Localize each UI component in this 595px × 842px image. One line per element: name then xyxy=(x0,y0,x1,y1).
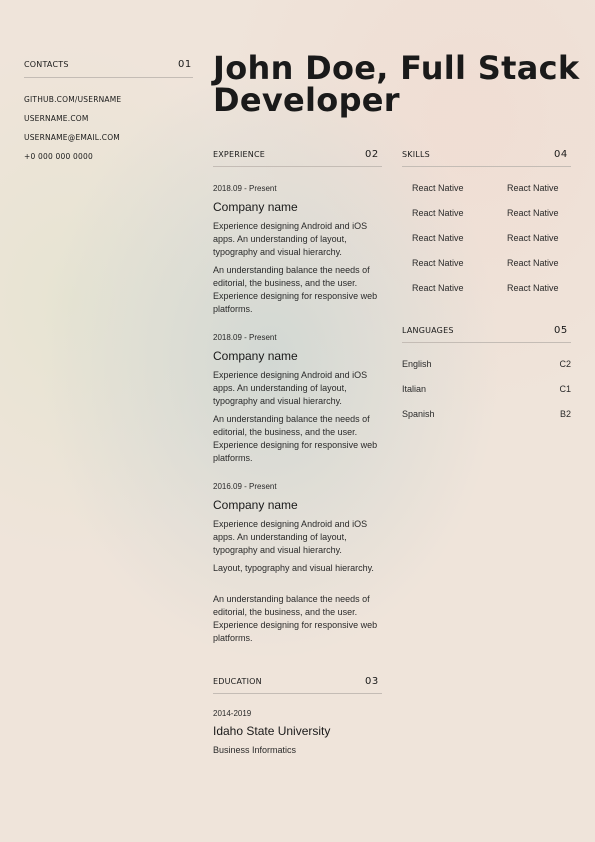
skill-item: React Native xyxy=(507,208,559,218)
skill-item: React Native xyxy=(412,183,464,193)
languages-heading: LANGUAGES xyxy=(402,326,454,335)
job-description: Experience designing Android and iOS apps. An understanding of layout, typography and visual hierarchy. xyxy=(213,519,368,555)
contact-github-link[interactable]: GITHUB.COM/USERNAME xyxy=(24,95,122,104)
job-company: Company name xyxy=(213,349,298,363)
contacts-divider xyxy=(24,77,193,78)
language-name: Spanish xyxy=(402,409,435,419)
skill-item: React Native xyxy=(412,283,464,293)
experience-divider xyxy=(213,166,382,167)
contacts-section-number: 01 xyxy=(178,59,192,70)
job-date: 2018.09 - Present xyxy=(213,333,277,342)
language-level: C1 xyxy=(559,384,571,394)
education-section-number: 03 xyxy=(365,676,379,687)
skill-item: React Native xyxy=(412,233,464,243)
skill-item: React Native xyxy=(507,258,559,268)
job-description: Experience designing Android and iOS apps. An understanding of layout, typography and visual hierarchy. xyxy=(213,221,368,257)
language-level: B2 xyxy=(559,409,571,419)
contact-website-link[interactable]: USERNAME.COM xyxy=(24,114,89,123)
skill-item: React Native xyxy=(412,258,464,268)
skills-section-number: 04 xyxy=(554,149,568,160)
job-description: An understanding balance the needs of editorial, the business, and the user. Experience designing for responsive web platforms. xyxy=(213,265,378,314)
job-date: 2016.09 - Present xyxy=(213,482,277,491)
job-description: An understanding balance the needs of editorial, the business, and the user. Experience designing for responsive web platforms. xyxy=(213,414,378,463)
skills-heading: SKILLS xyxy=(402,150,430,159)
job-description: Experience designing Android and iOS apps. An understanding of layout, typography and visual hierarchy. xyxy=(213,370,368,406)
job-company: Company name xyxy=(213,498,298,512)
contact-phone[interactable]: +0 000 000 0000 xyxy=(24,152,93,161)
languages-divider xyxy=(402,342,571,343)
education-degree: Business Informatics xyxy=(213,745,297,755)
language-name: Italian xyxy=(402,384,427,394)
language-name: English xyxy=(402,359,432,369)
contact-email-link[interactable]: USERNAME@EMAIL.COM xyxy=(24,133,120,142)
education-school: Idaho State University xyxy=(213,724,331,738)
skill-item: React Native xyxy=(507,233,559,243)
skill-item: React Native xyxy=(507,183,559,193)
skills-divider xyxy=(402,166,571,167)
skill-item: React Native xyxy=(412,208,464,218)
education-date: 2014-2019 xyxy=(213,709,252,718)
languages-section-number: 05 xyxy=(554,325,568,336)
job-date: 2018.09 - Present xyxy=(213,184,277,193)
contacts-heading: CONTACTS xyxy=(24,60,69,69)
job-company: Company name xyxy=(213,200,298,214)
experience-section-number: 02 xyxy=(365,149,379,160)
education-divider xyxy=(213,693,382,694)
experience-heading: EXPERIENCE xyxy=(213,150,266,159)
page-title: John Doe, Full Stack Developer xyxy=(213,49,580,119)
job-description: An understanding balance the needs of editorial, the business, and the user. Experience designing for responsive web platforms. xyxy=(213,594,378,643)
education-heading: EDUCATION xyxy=(213,677,262,686)
skill-item: React Native xyxy=(507,283,559,293)
job-description: Layout, typography and visual hierarchy. xyxy=(213,563,374,573)
language-level: C2 xyxy=(559,359,571,369)
